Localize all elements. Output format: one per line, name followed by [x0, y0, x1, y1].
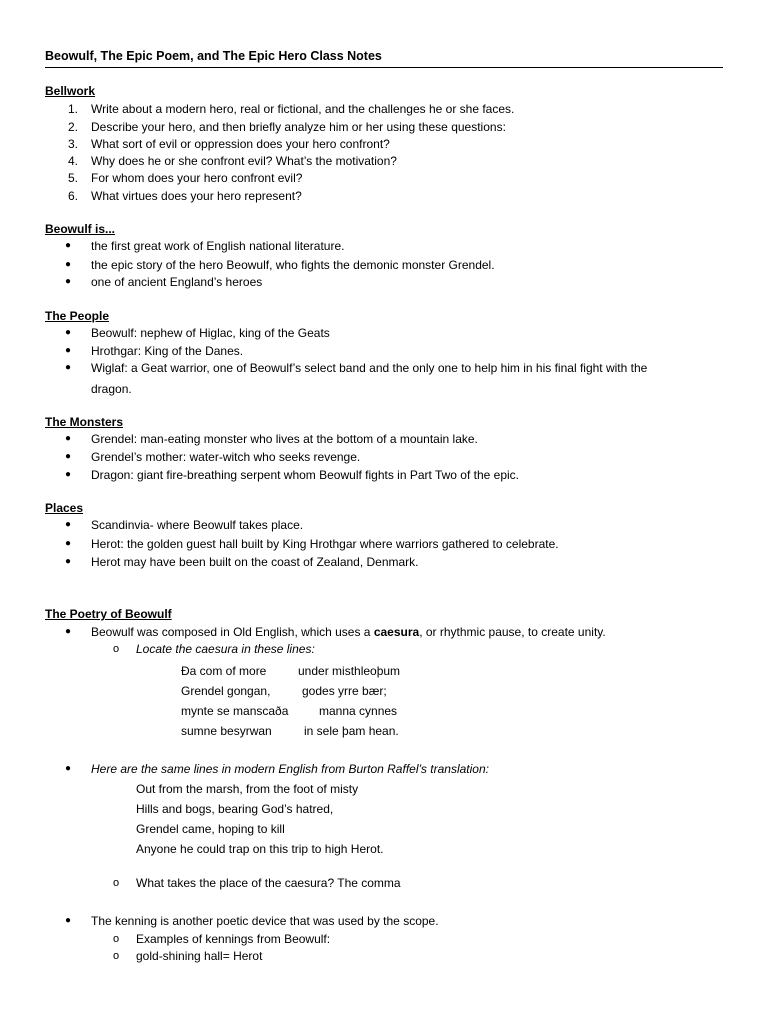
- list-item: Describe your hero, and then briefly analyze him or her using these questions:: [91, 120, 506, 134]
- monsters-heading: The Monsters: [45, 415, 124, 429]
- bullet-icon: ●: [65, 276, 72, 287]
- circle-bullet-icon: o: [113, 950, 120, 962]
- list-item: Herot may have been built on the coast of Zealand, Denmark.: [91, 555, 419, 569]
- people-heading: The People: [45, 309, 110, 323]
- sub-list-item: What takes the place of the caesura? The comma: [136, 876, 401, 890]
- circle-bullet-icon: o: [113, 877, 120, 889]
- list-item: [91, 626, 606, 638]
- list-number: 6.: [67, 189, 78, 203]
- list-item: Wiglaf: a Geat warrior, one of Beowulf’s select band and the only one to help him in his final fight with the: [91, 361, 648, 375]
- list-item: Why does he or she confront evil? What’s the motivation?: [91, 154, 397, 168]
- bullet-icon: ●: [65, 240, 72, 251]
- translation-line: Grendel came, hoping to kill: [136, 822, 285, 836]
- old-english-half-line: manna cynnes: [319, 704, 398, 718]
- beowulf-is-heading: Beowulf is...: [45, 222, 116, 236]
- list-item: Dragon: giant fire-breathing serpent whom Beowulf fights in Part Two of the epic.: [91, 468, 520, 482]
- document-title: Beowulf, The Epic Poem, and The Epic Hero Class Notes: [45, 49, 382, 63]
- list-number: 5.: [67, 171, 78, 185]
- list-item: the epic story of the hero Beowulf, who fights the demonic monster Grendel.: [91, 258, 495, 272]
- list-item-continuation: dragon.: [91, 382, 132, 396]
- old-english-half-line: sumne besyrwan: [181, 724, 272, 738]
- list-item: the first great work of English national literature.: [91, 239, 345, 253]
- list-item: Here are the same lines in modern English from Burton Raffel’s translation:: [91, 762, 489, 776]
- list-number: 4.: [67, 154, 78, 168]
- old-english-half-line: in sele þam hean.: [304, 724, 399, 738]
- bullet-icon: ●: [65, 538, 72, 549]
- sub-list-item: Examples of kennings from Beowulf:: [136, 932, 331, 946]
- bullet-icon: ●: [65, 433, 72, 444]
- old-english-half-line: Grendel gongan,: [181, 684, 271, 698]
- old-english-half-line: Ða com of more: [181, 664, 267, 678]
- circle-bullet-icon: o: [113, 643, 120, 655]
- bullet-icon: ●: [65, 519, 72, 530]
- list-item: The kenning is another poetic device that was used by the scope.: [91, 914, 439, 928]
- caesura-text-before: Beowulf was composed in Old English, which uses a: [91, 625, 374, 639]
- translation-line: Hills and bogs, bearing God’s hatred,: [136, 802, 334, 816]
- list-item: Herot: the golden guest hall built by King Hrothgar where warriors gathered to celebrate.: [91, 537, 559, 551]
- places-heading: Places: [45, 501, 84, 515]
- old-english-half-line: mynte se manscaða: [181, 704, 289, 718]
- bullet-icon: ●: [65, 259, 72, 270]
- circle-bullet-icon: o: [113, 933, 120, 945]
- poetry-heading: The Poetry of Beowulf: [45, 607, 172, 621]
- bullet-icon: ●: [65, 327, 72, 338]
- list-item: Write about a modern hero, real or fictional, and the challenges he or she faces.: [91, 102, 515, 116]
- list-item: What virtues does your hero represent?: [91, 189, 302, 203]
- translation-line: Out from the marsh, from the foot of misty: [136, 782, 359, 796]
- list-item: For whom does your hero confront evil?: [91, 171, 303, 185]
- list-item: Grendel: man-eating monster who lives at the bottom of a mountain lake.: [91, 432, 478, 446]
- bullet-icon: ●: [65, 469, 72, 480]
- sub-list-item: Locate the caesura in these lines:: [136, 642, 315, 656]
- old-english-half-line: under misthleoþum: [298, 664, 401, 678]
- bullet-icon: ●: [65, 915, 72, 926]
- old-english-half-line: godes yrre bær;: [302, 684, 387, 698]
- list-item: Hrothgar: King of the Danes.: [91, 344, 244, 358]
- bullet-icon: ●: [65, 345, 72, 356]
- list-item: Beowulf: nephew of Higlac, king of the Geats: [91, 326, 330, 340]
- caesura-text-after: , or rhythmic pause, to create unity.: [419, 625, 606, 639]
- sub-list-item: gold-shining hall= Herot: [136, 949, 263, 963]
- bullet-icon: ●: [65, 362, 72, 373]
- bullet-icon: ●: [65, 451, 72, 462]
- bellwork-heading: Bellwork: [45, 84, 96, 98]
- bullet-icon: ●: [65, 556, 72, 567]
- caesura-term: caesura: [373, 625, 420, 639]
- list-item: What sort of evil or oppression does your hero confront?: [91, 137, 390, 151]
- list-number: 2.: [67, 120, 78, 134]
- list-number: 3.: [67, 137, 78, 151]
- list-item: one of ancient England’s heroes: [91, 275, 263, 289]
- list-item: Grendel’s mother: water-witch who seeks revenge.: [91, 450, 361, 464]
- list-item: Scandinvia- where Beowulf takes place.: [91, 518, 304, 532]
- translation-line: Anyone he could trap on this trip to high Herot.: [136, 842, 384, 856]
- title-divider: [45, 67, 723, 68]
- list-number: 1.: [67, 102, 78, 116]
- bullet-icon: ●: [65, 763, 72, 774]
- bullet-icon: ●: [65, 626, 72, 637]
